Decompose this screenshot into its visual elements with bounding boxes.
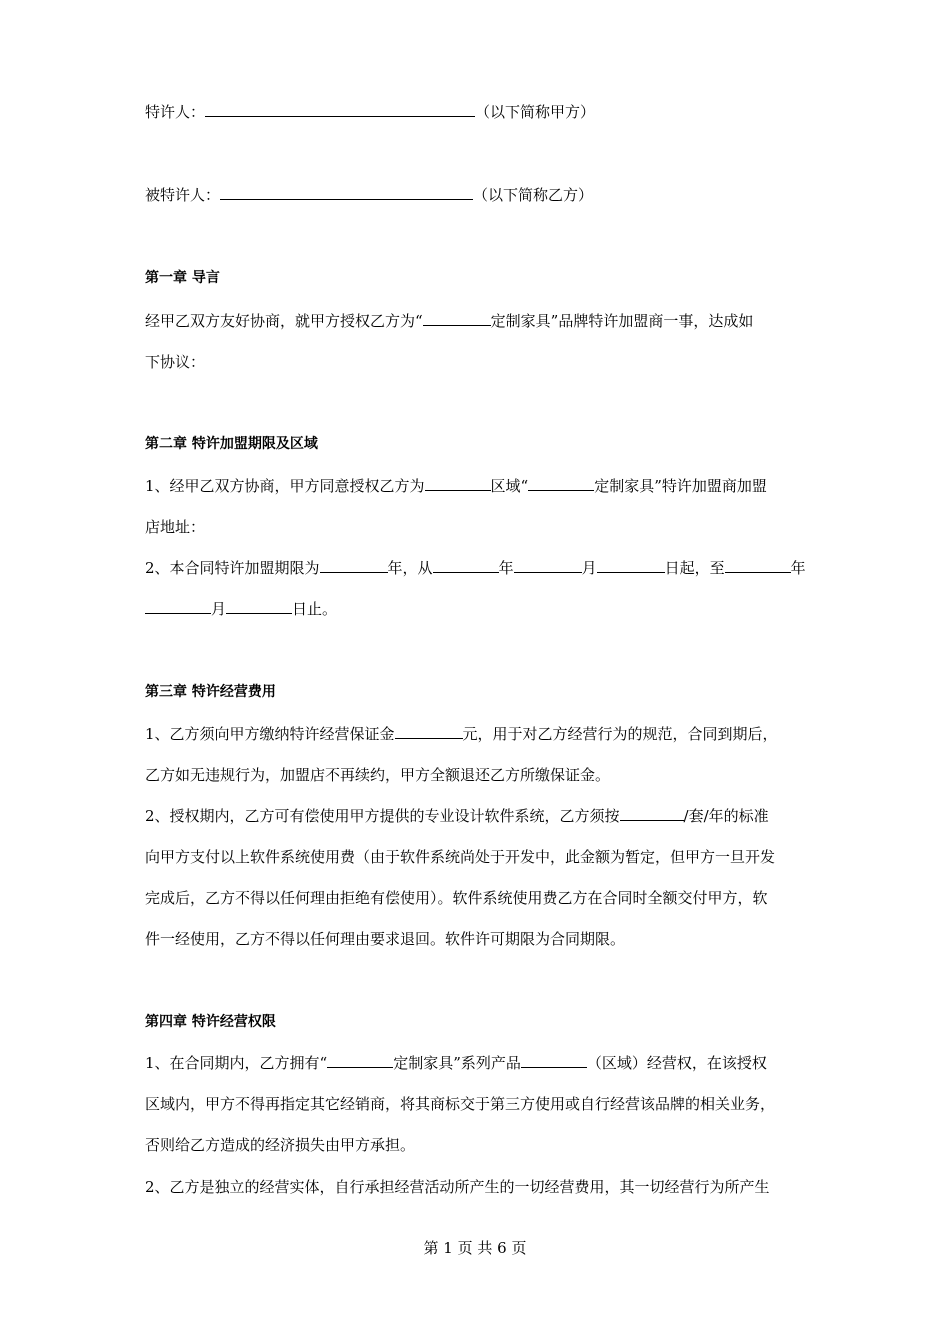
ch2-text: 月 <box>581 559 597 577</box>
ch3-text: /套/年的标准 <box>683 807 769 825</box>
ch3-item-2-line-1 <box>145 806 810 826</box>
ch3-item-1-line-1 <box>145 724 810 744</box>
end-day-blank[interactable] <box>226 599 292 614</box>
ch2-item-2-line-2 <box>145 599 810 619</box>
chapter-4-title: 第四章 特许经营权限 <box>145 1014 276 1030</box>
franchisee-note: （以下简称乙方） <box>473 186 594 204</box>
ch2-text: 年 <box>790 559 806 577</box>
ch2-text: 2、本合同特许加盟期限为 <box>145 559 320 577</box>
franchisor-line <box>145 102 810 122</box>
chapter-2-title: 第二章 特许加盟期限及区域 <box>145 436 318 452</box>
brand-blank[interactable] <box>423 311 491 326</box>
ch1-paragraph-line-2: 下协议： <box>145 353 206 371</box>
ch3-item-2-line-4: 件一经使用，乙方不得以任何理由要求退回。软件许可期限为合同期限。 <box>145 930 626 948</box>
chapter-3-title: 第三章 特许经营费用 <box>145 684 276 700</box>
ch4-text: 定制家具”系列产品 <box>393 1054 521 1072</box>
ch1-text: 经甲乙双方友好协商，就甲方授权乙方为“ <box>145 312 423 330</box>
franchisee-blank[interactable] <box>220 185 473 200</box>
region-blank[interactable] <box>425 476 491 491</box>
ch2-item-1-line-2: 店地址： <box>145 518 206 536</box>
software-fee-blank[interactable] <box>620 806 684 821</box>
start-year-blank[interactable] <box>433 558 499 573</box>
ch1-paragraph-line-1 <box>145 311 810 331</box>
chapter-1-title: 第一章 导言 <box>145 270 220 286</box>
franchisee-line <box>145 185 810 205</box>
ch3-text: 元，用于对乙方经营行为的规范，合同到期后， <box>462 725 778 743</box>
ch2-text: 区域“ <box>490 477 529 495</box>
ch3-text: 2、授权期内，乙方可有偿使用甲方提供的专业设计软件系统，乙方须按 <box>145 807 620 825</box>
ch4-item-2-line-1: 2、乙方是独立的经营实体，自行承担经营活动所产生的一切经营费用，其一切经营行为所产生 <box>145 1178 770 1196</box>
brand-blank[interactable] <box>528 476 594 491</box>
ch2-text: 年 <box>498 559 514 577</box>
franchisee-label: 被特许人： <box>145 186 221 204</box>
ch2-item-1-line-1 <box>145 476 810 496</box>
ch2-text: 年，从 <box>387 559 433 577</box>
deposit-blank[interactable] <box>395 724 463 739</box>
years-blank[interactable] <box>320 558 388 573</box>
ch2-text: 日止。 <box>292 600 338 618</box>
page-number: 第 1 页 共 6 页 <box>423 1239 527 1257</box>
franchisor-blank[interactable] <box>205 102 475 117</box>
region-blank[interactable] <box>521 1053 587 1068</box>
ch1-text: 定制家具”品牌特许加盟商一事，达成如 <box>490 312 754 330</box>
start-day-blank[interactable] <box>597 558 665 573</box>
brand-blank[interactable] <box>327 1053 393 1068</box>
ch3-text: 1、乙方须向甲方缴纳特许经营保证金 <box>145 725 395 743</box>
ch2-text: 月 <box>211 600 227 618</box>
ch2-text: 定制家具”特许加盟商加盟 <box>594 477 767 495</box>
end-year-blank[interactable] <box>725 558 791 573</box>
ch3-item-2-line-3: 完成后，乙方不得以任何理由拒绝有偿使用）。软件系统使用费乙方在合同时全额交付甲方，软 <box>145 889 768 907</box>
ch2-item-2-line-1 <box>145 558 810 578</box>
ch3-item-2-line-2: 向甲方支付以上软件系统使用费（由于软件系统尚处于开发中，此金额为暂定，但甲方一旦开发 <box>145 848 776 866</box>
ch4-text: 1、在合同期内，乙方拥有“ <box>145 1054 328 1072</box>
end-month-blank[interactable] <box>145 599 211 614</box>
ch4-item-1-line-2: 区域内，甲方不得再指定其它经销商，将其商标交于第三方使用或自行经营该品牌的相关业务， <box>145 1095 776 1113</box>
franchisor-note: （以下简称甲方） <box>475 103 596 121</box>
ch3-item-1-line-2: 乙方如无违规行为，加盟店不再续约，甲方全额退还乙方所缴保证金。 <box>145 766 611 784</box>
ch4-text: （区域）经营权，在该授权 <box>586 1054 767 1072</box>
ch2-text: 1、经甲乙双方协商，甲方同意授权乙方为 <box>145 477 425 495</box>
franchisor-label: 特许人： <box>145 103 206 121</box>
start-month-blank[interactable] <box>514 558 582 573</box>
ch2-text: 日起，至 <box>664 559 725 577</box>
ch4-item-1-line-3: 否则给乙方造成的经济损失由甲方承担。 <box>145 1136 416 1154</box>
ch4-item-1-line-1 <box>145 1053 810 1073</box>
